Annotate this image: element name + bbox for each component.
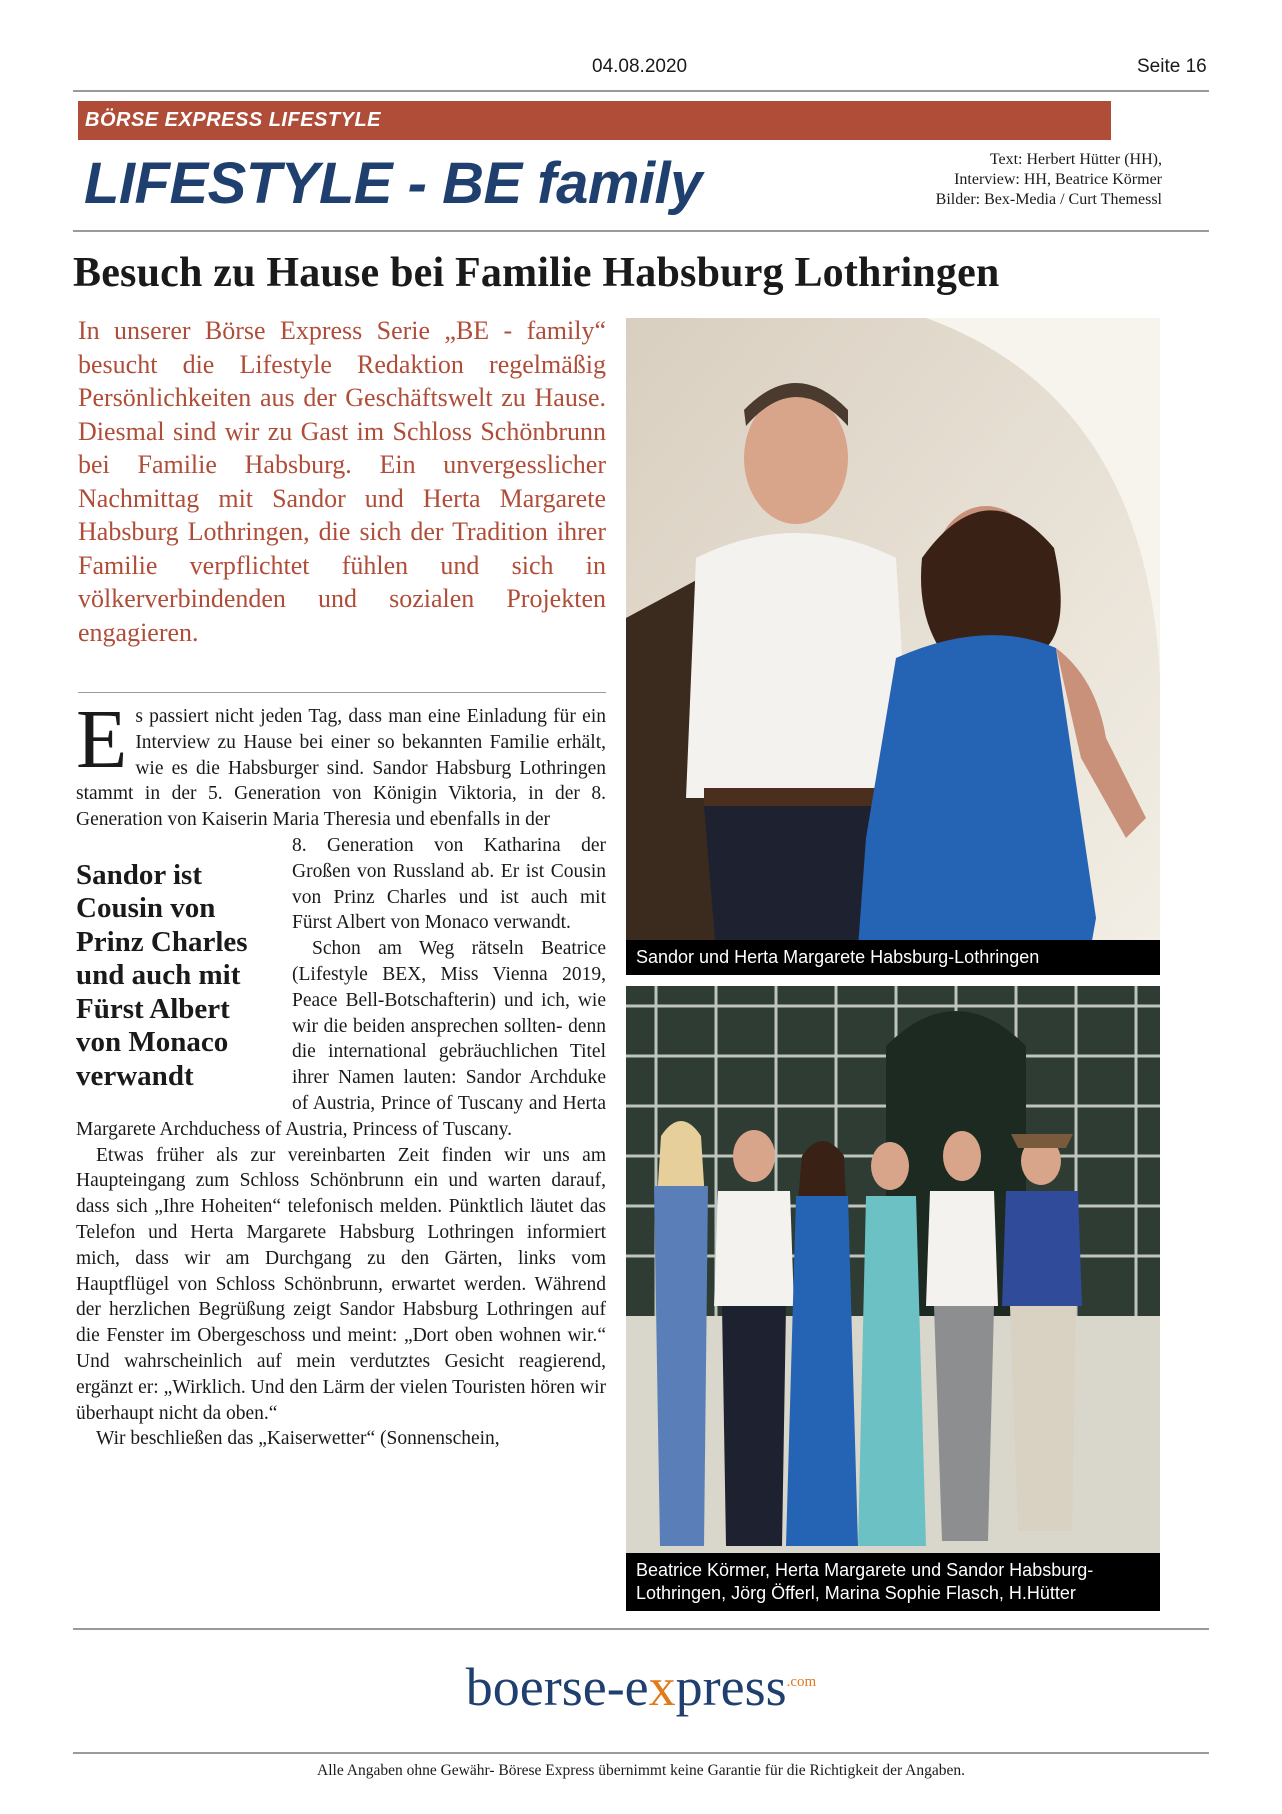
paragraph-1-text: s passiert nicht jeden Tag, dass man eine Einladung für ein Interview zu Hause bei einer so bekannten Familie erhält, wie es die Habsburger sind. Sandor Habsburg Lothringen stammt in der 5. Generation von Königin Viktoria, in der 8. Generation von Kaiserin Maria Theresia und ebenfalls in der [76, 706, 606, 831]
article-lead: In unserer Börse Express Serie „BE - family“ besucht die Lifestyle Redaktion regelmäßig Persönlichkeiten aus der Geschäftswelt zu Hause. Diesmal sind wir zu Gast im Schloss Schönbrunn bei Familie Habsburg. Ein unvergesslicher Nachmittag mit Sandor und Herta Margarete Habsburg Lothringen, die sich der Tradition ihrer Familie verpflichtet fühlen und sich in völkerverbindenden und sozialen Projekten engagieren. [78, 316, 606, 647]
paragraph-3: Etwas früher als zur vereinbarten Zeit finden wir uns am Haupteingang zum Schloss Schönbrunn ein und warten darauf, dass sich „Ihre Hoheiten“ telefonisch melden. Pünktlich läutet das Telefon und Herta Margarete Habsburg Lothringen informiert mich, dass wir am Durchgang zu den Gärten, links vom Hauptflügel von Schloss Schönbrunn, erwartet werden. Während der herzlichen Begrüßung zeigt Sandor Habsburg Lothringen auf die Fenster im Obergeschoss und meint: „Dort oben wohnen wir.“ Und wahrscheinlich auf mein verdutztes Gesicht reagierend, ergänzt er: „Wirklich. Und den Lärm der vielen Touristen hören wir überhaupt nicht da oben.“ [76, 1144, 606, 1424]
article-headline: Besuch zu Hause bei Familie Habsburg Lothringen [73, 250, 1000, 296]
paragraph-1 [76, 693, 606, 833]
logo-com: .com [786, 1674, 817, 1690]
footer-disclaimer: Alle Angaben ohne Gewähr- Börese Express übernimmt keine Garantie für die Richtigkeit der Angaben. [317, 1762, 965, 1779]
section-label: BÖRSE EXPRESS LIFESTYLE [78, 101, 1111, 140]
logo-x: x [648, 1657, 676, 1717]
top-divider [73, 90, 1209, 92]
bottom-divider [73, 1628, 1209, 1630]
page-number: Seite 16 [1137, 56, 1207, 77]
logo-text-part-1: boerse-e [465, 1657, 649, 1717]
boerse-express-logo [0, 1656, 1282, 1718]
paragraph-1-continued: 8. Generation von Katharina der Großen von Russland ab. Er ist Cousin von Prinz Charles und ist auch mit Fürst Albert von Monaco verwandt. [292, 834, 606, 934]
photo-couple-caption: Sandor und Herta Margarete Habsburg-Lothringen [626, 940, 1160, 975]
paragraph-4: Wir beschließen das „Kaiserwetter“ (Sonnenschein, [96, 1428, 500, 1450]
section-title: LIFESTYLE - BE family [84, 151, 702, 216]
photo-group-caption-line-1: Beatrice Körmer, Herta Margarete und Sandor Habsburg- [636, 1560, 1094, 1580]
photo-couple-image [626, 318, 1160, 975]
credit-text: Text: Herbert Hütter (HH), [989, 151, 1162, 168]
article-credits [936, 150, 1162, 210]
article-body [76, 693, 606, 1452]
paragraph-2: Schon am Weg rätseln Beatrice (Lifestyle BEX, Miss Vienna 2019, Peace Bell-Botschafterin) und ich, wie wir die beiden ansprechen sollten- denn die international gebräuchlichen Titel ihrer Namen lauten: Sandor Archduke of Austria, Prince of Tuscany and Herta Margarete Archduchess of Austria, Princess of Tuscany. [76, 938, 606, 1140]
page-date: 04.08.2020 [592, 56, 688, 77]
pull-quote: Sandor ist Cousin von Prinz Charles und auch mit Fürst Albert von Monaco verwandt [76, 858, 248, 1092]
photo-group-image [626, 986, 1160, 1611]
header-divider [73, 230, 1209, 232]
credit-interview: Interview: HH, Beatrice Körmer [954, 171, 1162, 188]
lead-divider [78, 692, 606, 693]
logo-text-part-2: press [675, 1657, 787, 1717]
photo-couple [626, 318, 1160, 975]
photo-group [626, 986, 1160, 1611]
footer-divider [73, 1752, 1209, 1754]
drop-cap: E [76, 693, 128, 786]
credit-images: Bilder: Bex-Media / Curt Themessl [935, 191, 1162, 208]
photo-group-caption-line-2: Lothringen, Jörg Öfferl, Marina Sophie Flasch, H.Hütter [636, 1583, 1076, 1603]
photo-group-caption [626, 1553, 1160, 1611]
